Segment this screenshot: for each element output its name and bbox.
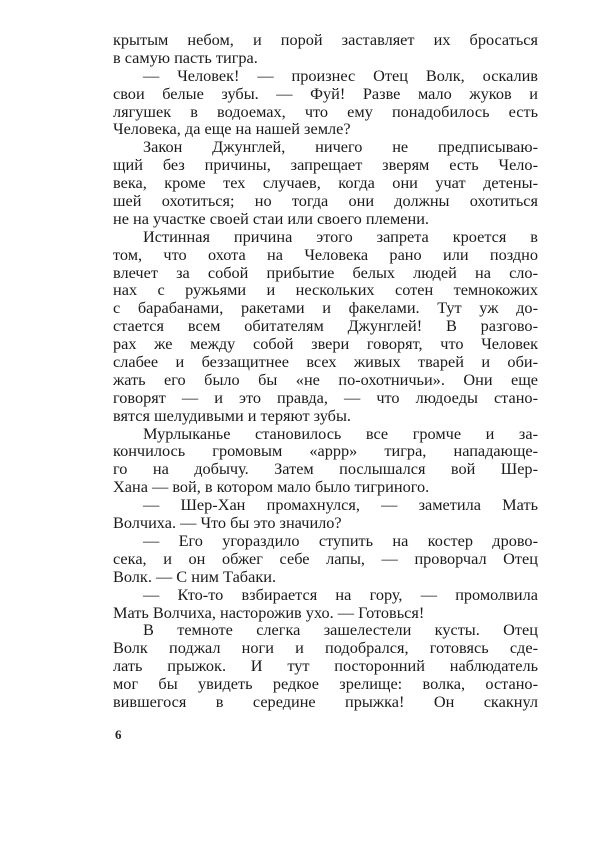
text-line: Хана — вой, в котором мало было тигриного. — [113, 477, 430, 497]
text-line: крытым небом, и порой заставляет их бросаться — [113, 30, 538, 49]
text-line: свои белые зубы. — Фуй! Разве мало жуков и — [113, 83, 538, 103]
paragraph — [113, 67, 538, 139]
paragraph — [113, 586, 538, 622]
text-line: не на участке своей стаи или своего племени. — [113, 208, 429, 228]
text-line: шей охотиться; но тогда они должны охотиться — [113, 191, 538, 211]
text-line: — Человек! — произнес Отец Волк, оскалив — [143, 65, 538, 85]
text-line: вившегося в середине прыжка! Он скакнул — [113, 691, 538, 711]
text-line: вятся шелудивыми и теряют зубы. — [113, 405, 351, 425]
text-line: Волк поджал ноги и подобрался, готовясь сде- — [113, 638, 538, 658]
paragraph — [113, 425, 538, 497]
text-line: — Шер-Хан промахнулся, — заметила Мать — [143, 495, 538, 515]
text-line: кончилось громовым «аррр» тигра, нападающе- — [113, 441, 538, 461]
text-line: Мать Волчиха, насторожив ухо. — Готовься! — [113, 602, 425, 622]
text-line: слабее и беззащитнее всех живых тварей и оби- — [113, 352, 538, 372]
text-line: влечет за собой прибытие белых людей на сло- — [113, 262, 538, 282]
paragraph — [113, 496, 538, 532]
paragraph — [113, 532, 538, 586]
text-line: Закон Джунглей, ничего не предписываю- — [143, 137, 538, 157]
paragraph — [113, 138, 538, 227]
text-line: говорят — и это правда, — что людоеды стано- — [113, 387, 538, 407]
text-line: том, что охота на Человека рано или поздно — [113, 244, 538, 264]
text-line: мог бы увидеть редкое зрелище: волка, остано- — [113, 674, 538, 694]
text-line: Волчиха. — Что бы это значило? — [113, 513, 342, 533]
text-line: Мурлыканье становилось все громче и за- — [143, 423, 538, 443]
text-line: лягушек в водоемах, что ему понадобилось есть — [113, 101, 538, 121]
text-line: щий без причины, запрещает зверям есть Чело- — [113, 155, 538, 175]
text-line: Истинная причина этого запрета кроется в — [143, 226, 538, 246]
text-line: — Кто-то взбирается на гору, — промолвила — [143, 584, 538, 604]
text-line: в самую пасть тигра. — [113, 47, 258, 67]
text-line: века, кроме тех случаев, когда они учат детены- — [113, 173, 538, 193]
text-line: жать его было бы «не по-охотничьи». Они еще — [113, 369, 538, 389]
text-line: лать прыжок. И тут посторонний наблюдатель — [113, 656, 538, 676]
page-number: 6 — [115, 727, 122, 742]
text-line: сека, и он обжег себе лапы, — проворчал Отец — [113, 548, 538, 568]
text-line: рах же между собой звери говорят, что Человек — [113, 334, 538, 354]
text-line: В темноте слегка зашелестели кусты. Отец — [143, 620, 538, 640]
paragraph — [113, 228, 538, 425]
text-line: Человека, да еще на нашей земле? — [113, 119, 351, 139]
text-line: с барабанами, ракетами и факелами. Тут уж до- — [113, 298, 538, 318]
text-line: нах с ружьями и нескольких сотен темнокожих — [113, 280, 538, 300]
book-page-text — [113, 31, 538, 711]
text-line: Волк. — С ним Табаки. — [113, 566, 277, 586]
text-line: стается всем обитателям Джунглей! В разгово- — [113, 316, 538, 336]
text-line: — Его угораздило ступить на костер дрово- — [143, 530, 538, 550]
paragraph — [113, 621, 538, 710]
text-line: го на добычу. Затем послышался вой Шер- — [113, 459, 538, 479]
paragraph — [113, 31, 538, 67]
